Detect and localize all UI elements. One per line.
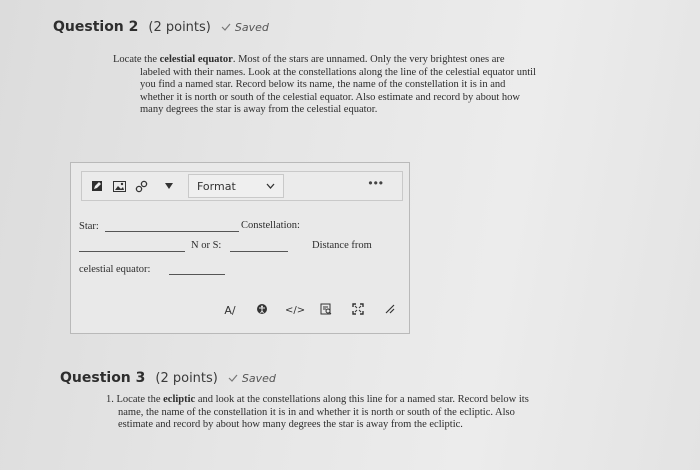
editor-toolbar bbox=[81, 171, 403, 201]
pencil-icon[interactable] bbox=[86, 175, 108, 197]
star-blank[interactable] bbox=[105, 221, 239, 232]
question-2-points: (2 points) bbox=[148, 20, 211, 35]
question-3-points: (2 points) bbox=[155, 371, 218, 386]
dropdown-arrow-icon[interactable] bbox=[158, 175, 180, 197]
question-3-title: Question 3 bbox=[60, 370, 146, 386]
more-options-icon[interactable]: ••• bbox=[368, 176, 384, 190]
question-2-text bbox=[113, 54, 536, 117]
question-2-saved-label: Saved bbox=[234, 20, 269, 34]
distance-blank[interactable] bbox=[169, 264, 225, 275]
constellation-label: Constellation: bbox=[241, 220, 300, 231]
fullscreen-icon[interactable] bbox=[349, 303, 367, 318]
format-select[interactable] bbox=[188, 174, 284, 198]
constellation-blank[interactable] bbox=[79, 241, 185, 252]
question-3-line-2: name, the name of the constellation it is in and whether it is north or south of the ecliptic. Also bbox=[118, 406, 515, 418]
question-2-line-1: Locate the celestial equator. Most of the stars are unnamed. Only the very brightest ones are bbox=[113, 54, 505, 65]
question-3-text bbox=[106, 394, 529, 432]
question-2-line-5: many degrees the star is away from the celestial equator. bbox=[140, 104, 378, 115]
preview-icon[interactable] bbox=[317, 303, 335, 318]
check-icon bbox=[228, 374, 238, 382]
question-3-line-1: 1. Locate the ecliptic and look at the constellations along this line for a named star. Record below its bbox=[106, 394, 529, 405]
question-2-line-4: whether it is north or south of the celestial equator. Also estimate and record by about how bbox=[140, 91, 520, 103]
question-2-header bbox=[53, 19, 269, 35]
question-3-header bbox=[60, 370, 276, 386]
spellcheck-icon[interactable]: A/ bbox=[224, 304, 236, 317]
star-label: Star: bbox=[79, 221, 99, 232]
ns-blank[interactable] bbox=[230, 241, 288, 252]
question-3-saved-label: Saved bbox=[241, 371, 276, 385]
ns-label: N or S: bbox=[191, 240, 222, 251]
editor-statusbar bbox=[221, 303, 399, 318]
question-2-title: Question 2 bbox=[53, 19, 139, 35]
question-3-saved-status bbox=[228, 372, 276, 385]
image-icon[interactable] bbox=[108, 175, 130, 197]
link-icon[interactable] bbox=[130, 175, 152, 197]
question-3-line-3: estimate and record by about how many degrees the star is away from the ecliptic. bbox=[118, 419, 463, 430]
question-2-line-3: you find a named star. Record below its name, the name of the constellation it is in and bbox=[140, 79, 506, 90]
html-icon[interactable]: </> bbox=[285, 305, 306, 316]
distance-label: Distance from bbox=[312, 240, 372, 251]
answer-editor[interactable] bbox=[70, 162, 410, 334]
format-label: Format bbox=[197, 179, 236, 193]
chevron-down-icon bbox=[266, 183, 275, 189]
question-2-saved-status bbox=[221, 21, 269, 34]
accessibility-icon[interactable] bbox=[253, 303, 271, 318]
question-2-line-2: labeled with their names. Look at the constellations along the line of the celestial equator until bbox=[140, 66, 536, 78]
resize-icon[interactable] bbox=[381, 304, 399, 317]
celestial-equator-label: celestial equator: bbox=[79, 264, 151, 275]
check-icon bbox=[221, 23, 231, 31]
